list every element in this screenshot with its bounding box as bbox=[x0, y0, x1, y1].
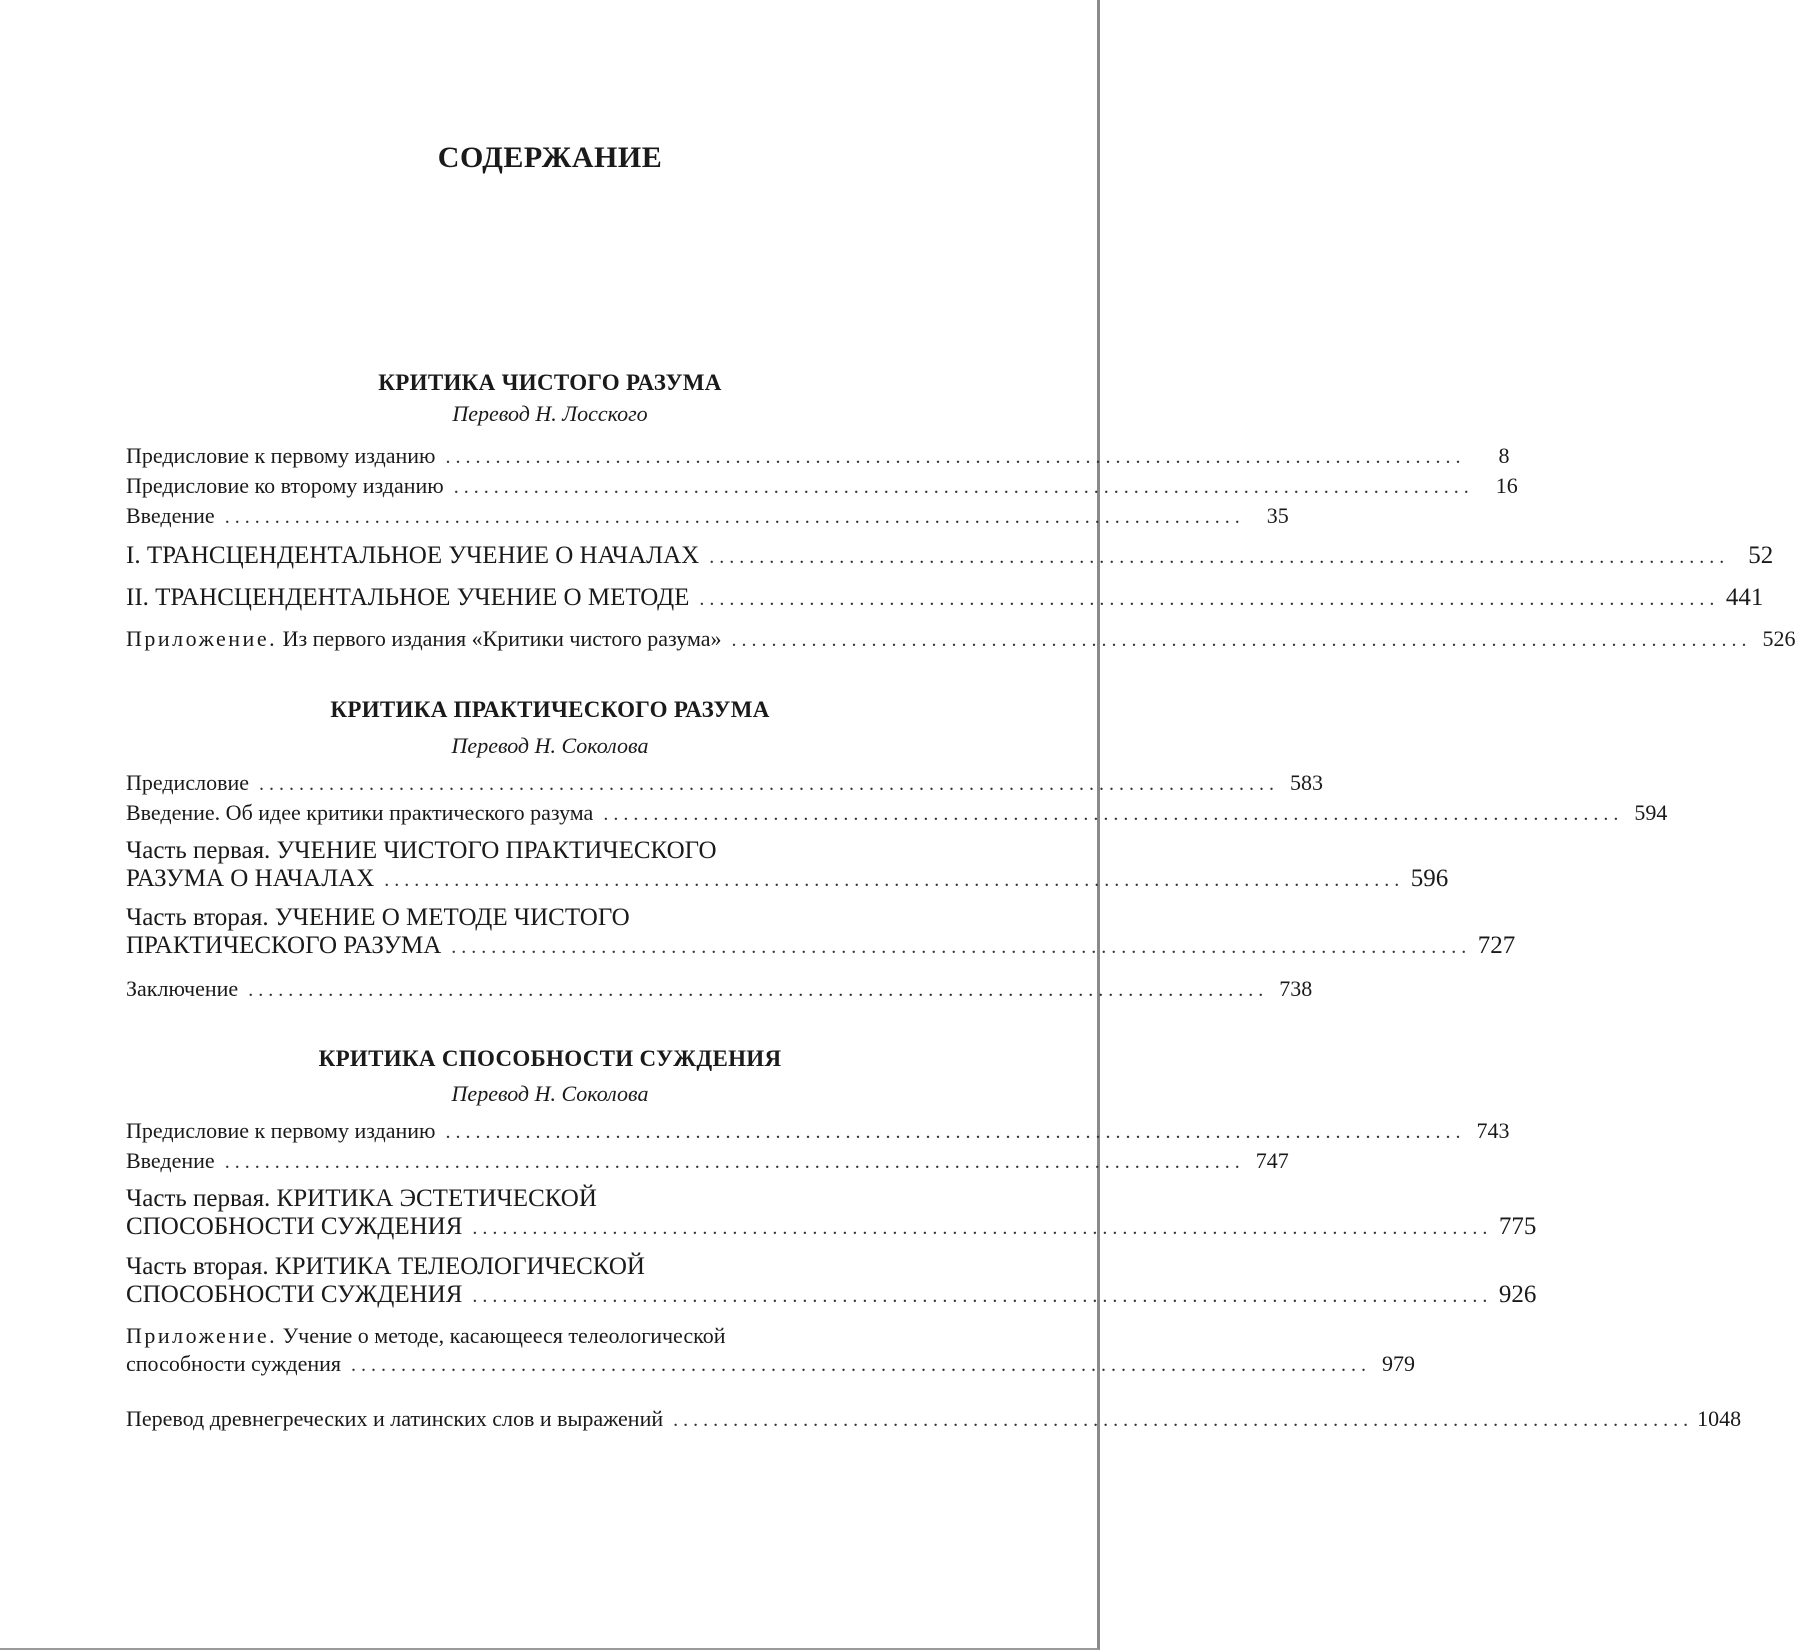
dot-leader: ...................................................................................................... bbox=[445, 1121, 1466, 1143]
entry-label: ПРАКТИЧЕСКОГО РАЗУМА bbox=[126, 932, 442, 959]
entry-label: Перевод древнегреческих и латинских слов и выражений bbox=[126, 1406, 664, 1431]
page-number: 727 bbox=[1477, 932, 1516, 959]
page-number: 747 bbox=[1255, 1148, 1289, 1173]
toc-entry[interactable] bbox=[126, 1281, 1537, 1310]
entry-label: Заключение bbox=[126, 976, 239, 1001]
toc-entry[interactable] bbox=[126, 799, 1668, 828]
section-heading-judgment: КРИТИКА СПОСОБНОСТИ СУЖДЕНИЯ bbox=[318, 1046, 782, 1071]
entry-label: СПОСОБНОСТИ СУЖДЕНИЯ bbox=[126, 1281, 463, 1308]
entry-first-line: Часть вторая. КРИТИКА ТЕЛЕОЛОГИЧЕСКОЙ bbox=[126, 1253, 645, 1280]
entry-first-line: Часть первая. УЧЕНИЕ ЧИСТОГО ПРАКТИЧЕСКОГО bbox=[126, 837, 717, 864]
entry-label: способности суждения bbox=[126, 1351, 342, 1376]
dot-leader: ...................................................................................................... bbox=[472, 1217, 1493, 1239]
page-number: 775 bbox=[1498, 1213, 1537, 1240]
dot-leader: ...................................................................................................... bbox=[603, 803, 1624, 825]
page-number: 1048 bbox=[1697, 1406, 1742, 1431]
page-number: 979 bbox=[1382, 1351, 1416, 1376]
entry-label: Предисловие ко второму изданию bbox=[126, 473, 444, 498]
translator-line: Перевод Н. Лосского bbox=[452, 401, 648, 426]
entry-label: РАЗУМА О НАЧАЛАХ bbox=[126, 865, 375, 892]
dot-leader: ...................................................................................................... bbox=[445, 446, 1466, 468]
toc-entry[interactable] bbox=[126, 542, 1774, 571]
dot-leader: ...................................................................................................... bbox=[224, 506, 1245, 528]
toc-entry[interactable] bbox=[126, 1405, 1742, 1434]
page-number: 583 bbox=[1290, 770, 1323, 795]
toc-entry[interactable] bbox=[126, 1147, 1289, 1176]
translator-line: Перевод Н. Соколова bbox=[451, 733, 649, 758]
section-heading-pure-reason: КРИТИКА ЧИСТОГО РАЗУМА bbox=[378, 370, 722, 395]
dot-leader: ...................................................................................................... bbox=[248, 979, 1269, 1001]
entry-label bbox=[126, 625, 722, 653]
toc-entry[interactable] bbox=[126, 442, 1510, 471]
entry-label: Предисловие к первому изданию bbox=[126, 1118, 436, 1143]
dot-leader: ...................................................................................................... bbox=[731, 629, 1752, 651]
page-number: 441 bbox=[1725, 584, 1764, 611]
page-number: 743 bbox=[1476, 1118, 1510, 1143]
page-number: 594 bbox=[1634, 800, 1668, 825]
page-number: 35 bbox=[1266, 503, 1289, 528]
entry-text: Учение о методе, касающееся телеологической bbox=[282, 1323, 726, 1348]
page-number: 16 bbox=[1495, 473, 1518, 498]
entry-lead: Приложение. bbox=[126, 626, 278, 651]
page-number: 52 bbox=[1748, 542, 1774, 569]
dot-leader: ...................................................................................................... bbox=[453, 476, 1474, 498]
toc-entry[interactable] bbox=[126, 1117, 1510, 1146]
entry-label: Предисловие bbox=[126, 770, 249, 795]
entry-label: Введение bbox=[126, 1148, 215, 1173]
dot-leader: ...................................................................................................... bbox=[699, 588, 1720, 610]
dot-leader: ...................................................................................................... bbox=[259, 773, 1279, 795]
toc-entry[interactable] bbox=[126, 932, 1516, 961]
page-number: 596 bbox=[1410, 865, 1449, 892]
dot-leader: ...................................................................................................... bbox=[709, 546, 1730, 568]
dot-leader: ...................................................................................................... bbox=[451, 936, 1472, 958]
entry-label: Введение. Об идее критики практического разума bbox=[126, 800, 594, 825]
toc-entry[interactable] bbox=[126, 865, 1449, 894]
page-number: 738 bbox=[1279, 976, 1313, 1001]
toc-entry[interactable] bbox=[126, 1350, 1416, 1379]
dot-leader: ...................................................................................................... bbox=[472, 1285, 1493, 1307]
entry-label: I. ТРАНСЦЕНДЕНТАЛЬНОЕ УЧЕНИЕ О НАЧАЛАХ bbox=[126, 542, 700, 569]
toc-entry[interactable] bbox=[126, 1213, 1537, 1242]
dot-leader: ...................................................................................................... bbox=[384, 869, 1405, 891]
entry-lead: Приложение. bbox=[126, 1323, 278, 1348]
page-title: СОДЕРЖАНИЕ bbox=[437, 141, 663, 174]
page-number: 526 bbox=[1762, 626, 1796, 651]
dot-leader: ...................................................................................................... bbox=[224, 1151, 1245, 1173]
translator-line: Перевод Н. Соколова bbox=[451, 1081, 649, 1106]
toc-entry[interactable] bbox=[126, 625, 1796, 654]
entry-label: Предисловие к первому изданию bbox=[126, 443, 436, 468]
section-heading-practical-reason: КРИТИКА ПРАКТИЧЕСКОГО РАЗУМА bbox=[330, 697, 770, 722]
entry-label: II. ТРАНСЦЕНДЕНТАЛЬНОЕ УЧЕНИЕ О МЕТОДЕ bbox=[126, 584, 690, 611]
toc-entry[interactable] bbox=[126, 472, 1518, 501]
dot-leader: ...................................................................................................... bbox=[673, 1409, 1694, 1431]
dot-leader: ...................................................................................................... bbox=[351, 1354, 1372, 1376]
toc-entry[interactable] bbox=[126, 502, 1289, 531]
entry-first-line: Часть вторая. УЧЕНИЕ О МЕТОДЕ ЧИСТОГО bbox=[126, 904, 630, 931]
entry-label: Введение bbox=[126, 503, 215, 528]
toc-entry[interactable] bbox=[126, 769, 1323, 798]
toc-entry[interactable] bbox=[126, 584, 1764, 613]
entry-first-line bbox=[126, 1322, 966, 1350]
toc-entry[interactable] bbox=[126, 975, 1313, 1004]
entry-label: СПОСОБНОСТИ СУЖДЕНИЯ bbox=[126, 1213, 463, 1240]
entry-first-line: Часть первая. КРИТИКА ЭСТЕТИЧЕСКОЙ bbox=[126, 1185, 597, 1212]
entry-text: Из первого издания «Критики чистого разума» bbox=[282, 626, 722, 651]
page-number: 8 bbox=[1498, 443, 1510, 468]
page-number: 926 bbox=[1498, 1281, 1537, 1308]
